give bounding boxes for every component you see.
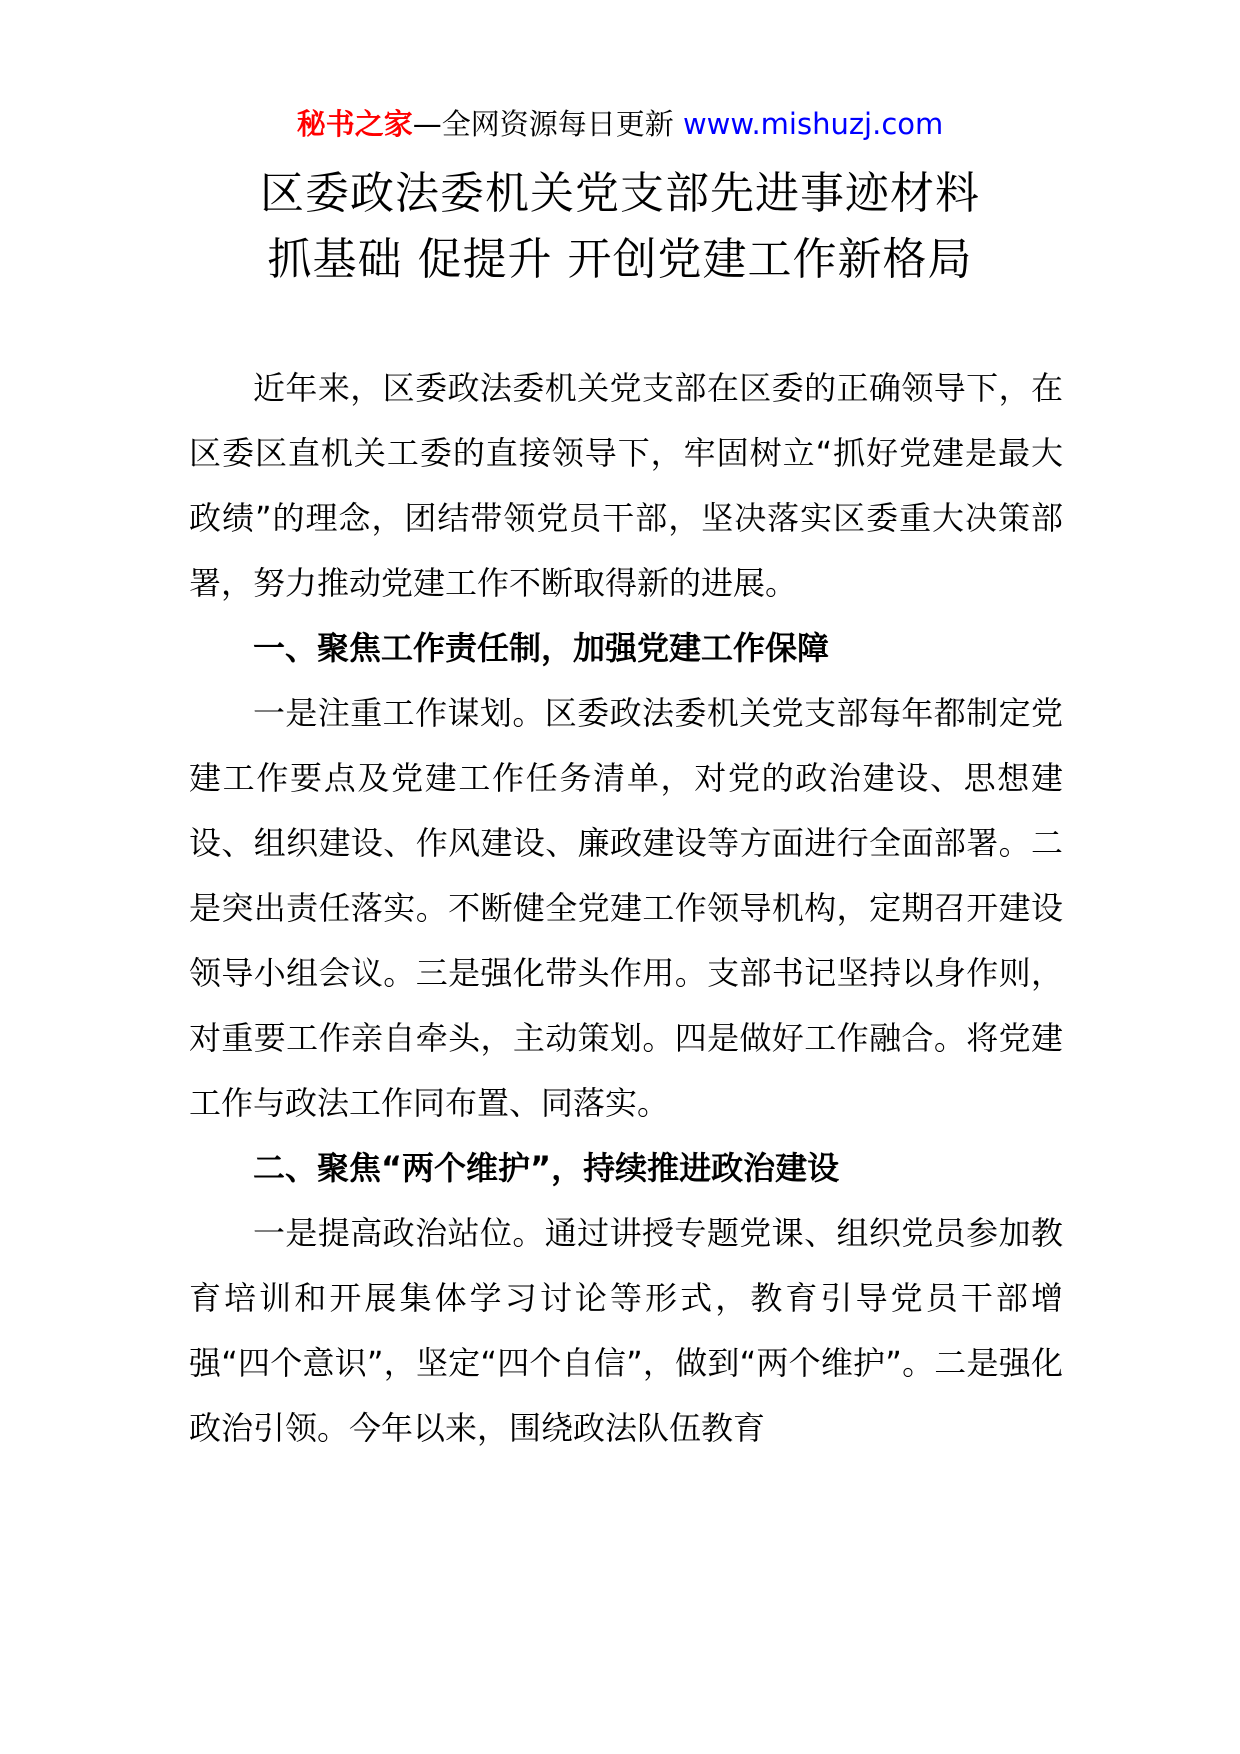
document-body — [189, 356, 1063, 1461]
watermark-header — [0, 104, 1240, 144]
section-heading: 二、聚焦“两个维护”，持续推进政治建设 — [253, 1149, 840, 1187]
document-title-line-2: 抓基础 促提升 开创党建工作新格局 — [267, 234, 973, 285]
section-heading: 一、聚焦工作责任制，加强党建工作保障 — [253, 629, 830, 667]
watermark-tagline: —全网资源每日更新 — [412, 107, 674, 141]
body-paragraph: 近年来，区委政法委机关党支部在区委的正确领导下，在区委区直机关工委的直接领导下，牢固树立“抓好党建是最大政绩”的理念，团结带领党员干部，坚决落实区委重大决策部署，努力推动党建工作不断取得新的进展。 — [189, 369, 1063, 602]
body-paragraph: 一是提高政治站位。通过讲授专题党课、组织党员参加教育培训和开展集体学习讨论等形式，教育引导党员干部增强“四个意识”，坚定“四个自信”，做到“两个维护”。二是强化政治引领。今年以来，围绕政法队伍教育 — [189, 1214, 1063, 1447]
body-paragraph: 一是注重工作谋划。区委政法委机关党支部每年都制定党建工作要点及党建工作任务清单，对党的政治建设、思想建设、组织建设、作风建设、廉政建设等方面进行全面部署。二是突出责任落实。不断健全党建工作领导机构，定期召开建设领导小组会议。三是强化带头作用。支部书记坚持以身作则，对重要工作亲自牵头，主动策划。四是做好工作融合。将党建工作与政法工作同布置、同落实。 — [189, 694, 1063, 1122]
document-title-line-1: 区委政法委机关党支部先进事迹材料 — [260, 168, 980, 219]
watermark-url[interactable]: www.mishuzj.com — [682, 107, 944, 141]
watermark-brand: 秘书之家 — [296, 107, 413, 141]
